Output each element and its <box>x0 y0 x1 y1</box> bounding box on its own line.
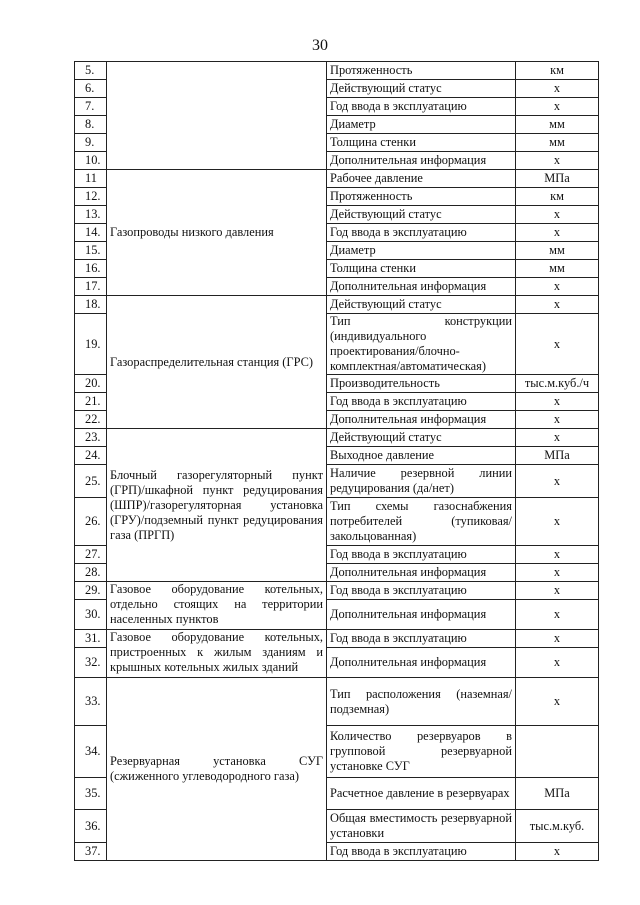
row-number: 28. <box>75 564 107 582</box>
row-number: 11 <box>75 170 107 188</box>
row-number: 22. <box>75 411 107 429</box>
unit-cell: х <box>516 564 599 582</box>
parameter-cell: Действующий статус <box>327 296 516 314</box>
row-number: 19. <box>75 314 107 375</box>
unit-cell: км <box>516 188 599 206</box>
row-number: 26. <box>75 498 107 546</box>
parameter-cell: Год ввода в эксплуатацию <box>327 630 516 648</box>
unit-cell: х <box>516 393 599 411</box>
table-row <box>75 62 599 80</box>
table-row <box>75 170 599 188</box>
parameter-cell: Год ввода в эксплуатацию <box>327 224 516 242</box>
parameter-cell: Рабочее давление <box>327 170 516 188</box>
unit-cell: х <box>516 152 599 170</box>
parameter-cell: Год ввода в эксплуатацию <box>327 393 516 411</box>
group-gas-regulating-point: Блочный газорегуляторный пункт (ГРП)/шкафной пункт редуцирования (ШПР)/газорегуляторная установка (ГРУ)/подземный пункт редуцирования газа (ПРГП) <box>107 429 327 582</box>
group-lpg-tank-installation: Резервуарная установка СУГ (сжиженного углеводородного газа) <box>107 678 327 861</box>
parameter-cell: Год ввода в эксплуатацию <box>327 98 516 116</box>
parameter-cell: Протяженность <box>327 62 516 80</box>
unit-cell: х <box>516 630 599 648</box>
row-number: 5. <box>75 62 107 80</box>
table-row <box>75 429 599 447</box>
unit-cell: х <box>516 843 599 861</box>
row-number: 15. <box>75 242 107 260</box>
table-row <box>75 630 599 648</box>
row-number: 31. <box>75 630 107 648</box>
group-boiler-separate: Газовое оборудование котельных, отдельно стоящих на территории населенных пунктов <box>107 582 327 630</box>
unit-cell: х <box>516 648 599 678</box>
row-number: 24. <box>75 447 107 465</box>
row-number: 29. <box>75 582 107 600</box>
parameter-cell: Действующий статус <box>327 206 516 224</box>
parameter-cell: Наличие резервной линии редуцирования (да/нет) <box>327 465 516 498</box>
row-number: 18. <box>75 296 107 314</box>
row-number: 23. <box>75 429 107 447</box>
table-row <box>75 296 599 314</box>
unit-cell: х <box>516 465 599 498</box>
parameter-cell: Общая вместимость резервуарной установки <box>327 810 516 843</box>
parameter-cell: Производительность <box>327 375 516 393</box>
parameter-cell: Год ввода в эксплуатацию <box>327 843 516 861</box>
table-row <box>75 582 599 600</box>
row-number: 16. <box>75 260 107 278</box>
unit-cell: мм <box>516 260 599 278</box>
parameter-cell: Дополнительная информация <box>327 278 516 296</box>
parameter-cell: Количество резервуаров в групповой резервуарной установке СУГ <box>327 726 516 778</box>
parameter-cell: Дополнительная информация <box>327 152 516 170</box>
row-number: 33. <box>75 678 107 726</box>
unit-cell: х <box>516 278 599 296</box>
group-cell-empty <box>107 62 327 170</box>
unit-cell: х <box>516 206 599 224</box>
parameter-cell: Тип конструкции (индивидуального проектирования/блочно-комплектная/автоматическая) <box>327 314 516 375</box>
unit-cell: х <box>516 498 599 546</box>
row-number: 37. <box>75 843 107 861</box>
row-number: 8. <box>75 116 107 134</box>
unit-cell: х <box>516 80 599 98</box>
unit-cell: мм <box>516 116 599 134</box>
group-gas-distribution-station: Газораспределительная станция (ГРС) <box>107 296 327 429</box>
parameter-cell: Дополнительная информация <box>327 411 516 429</box>
unit-cell: х <box>516 224 599 242</box>
unit-cell: тыс.м.куб. <box>516 810 599 843</box>
parameter-cell: Протяженность <box>327 188 516 206</box>
unit-cell: х <box>516 600 599 630</box>
parameter-cell: Действующий статус <box>327 80 516 98</box>
parameter-cell: Тип схемы газоснабжения потребителей (тупиковая/закольцованная) <box>327 498 516 546</box>
parameter-cell: Дополнительная информация <box>327 600 516 630</box>
table-row <box>75 678 599 726</box>
parameter-cell: Год ввода в эксплуатацию <box>327 546 516 564</box>
parameter-cell: Расчетное давление в резервуарах <box>327 778 516 810</box>
unit-cell: км <box>516 62 599 80</box>
parameter-cell: Толщина стенки <box>327 260 516 278</box>
row-number: 21. <box>75 393 107 411</box>
unit-cell <box>516 726 599 778</box>
row-number: 13. <box>75 206 107 224</box>
unit-cell: х <box>516 429 599 447</box>
row-number: 17. <box>75 278 107 296</box>
parameter-cell: Дополнительная информация <box>327 564 516 582</box>
row-number: 6. <box>75 80 107 98</box>
parameter-cell: Дополнительная информация <box>327 648 516 678</box>
parameter-cell: Выходное давление <box>327 447 516 465</box>
row-number: 32. <box>75 648 107 678</box>
parameters-table <box>74 61 599 861</box>
row-number: 9. <box>75 134 107 152</box>
unit-cell: х <box>516 98 599 116</box>
row-number: 20. <box>75 375 107 393</box>
unit-cell: х <box>516 411 599 429</box>
parameter-cell: Действующий статус <box>327 429 516 447</box>
unit-cell: х <box>516 546 599 564</box>
unit-cell: МПа <box>516 778 599 810</box>
row-number: 36. <box>75 810 107 843</box>
unit-cell: МПа <box>516 170 599 188</box>
unit-cell: мм <box>516 242 599 260</box>
unit-cell: МПа <box>516 447 599 465</box>
group-boiler-attached: Газовое оборудование котельных, пристроенных к жилым зданиям и крышных котельных жилых зданий <box>107 630 327 678</box>
row-number: 14. <box>75 224 107 242</box>
page-number: 30 <box>312 37 328 54</box>
unit-cell: х <box>516 314 599 375</box>
parameter-cell: Тип расположения (наземная/подземная) <box>327 678 516 726</box>
unit-cell: мм <box>516 134 599 152</box>
row-number: 7. <box>75 98 107 116</box>
unit-cell: х <box>516 296 599 314</box>
row-number: 10. <box>75 152 107 170</box>
parameter-cell: Толщина стенки <box>327 134 516 152</box>
unit-cell: х <box>516 678 599 726</box>
row-number: 12. <box>75 188 107 206</box>
unit-cell: тыс.м.куб./ч <box>516 375 599 393</box>
row-number: 35. <box>75 778 107 810</box>
row-number: 34. <box>75 726 107 778</box>
row-number: 27. <box>75 546 107 564</box>
group-low-pressure-pipelines: Газопроводы низкого давления <box>107 170 327 296</box>
parameter-cell: Диаметр <box>327 116 516 134</box>
row-number: 25. <box>75 465 107 498</box>
unit-cell: х <box>516 582 599 600</box>
row-number: 30. <box>75 600 107 630</box>
parameter-cell: Год ввода в эксплуатацию <box>327 582 516 600</box>
parameter-cell: Диаметр <box>327 242 516 260</box>
